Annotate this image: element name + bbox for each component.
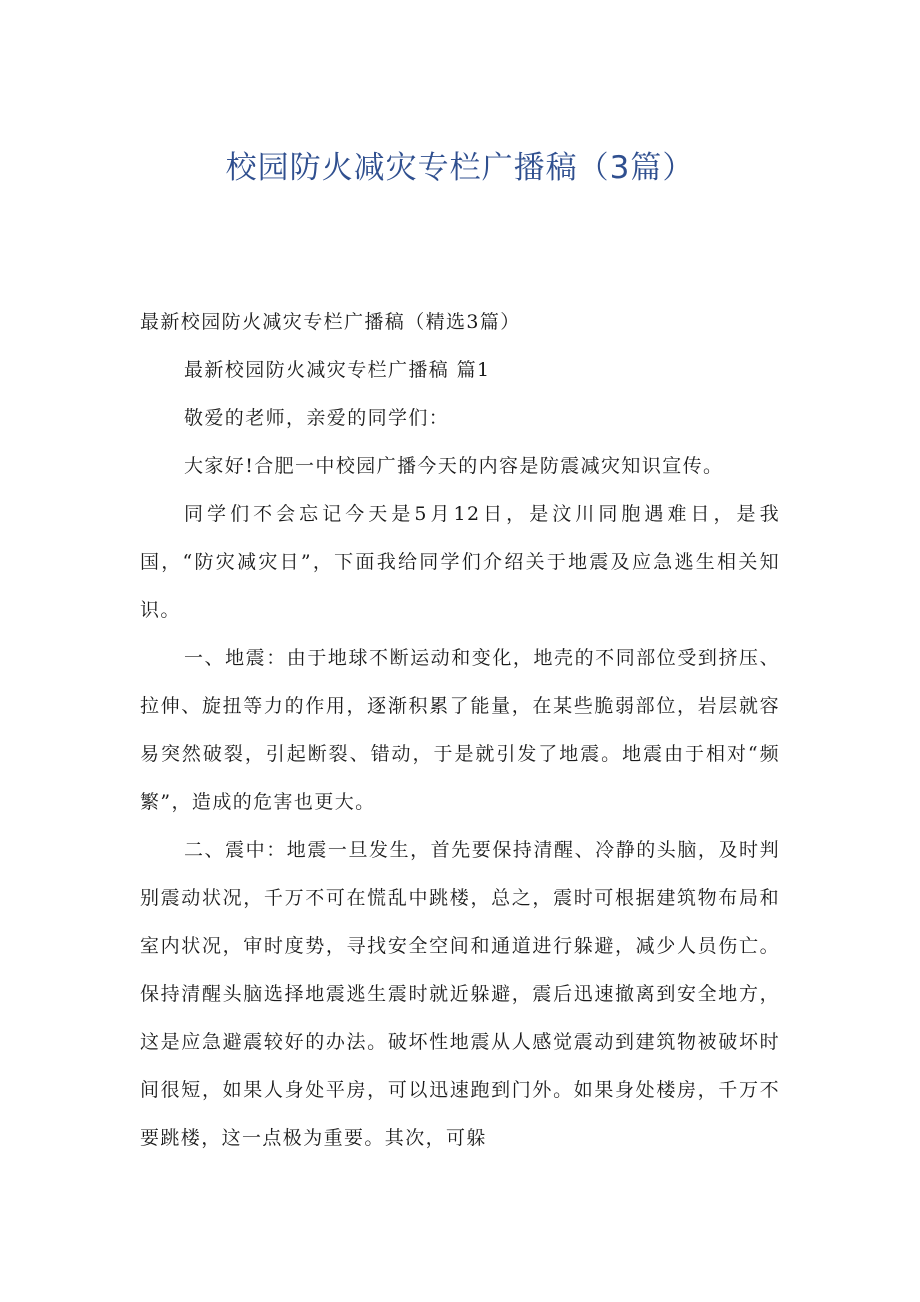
document-title: 校园防火减灾专栏广播稿（3篇）	[225, 150, 695, 186]
paragraph-section-heading: 最新校园防火减灾专栏广播稿 篇1	[184, 359, 491, 381]
paragraph-earthquake-definition: 一、地震：由于地球不断运动和变化，地壳的不同部位受到挤压、拉伸、旋扭等力的作用，逐渐积累了能量，在某些脆弱部位，岩层就容易突然破裂，引起断裂、错动，于是就引发了地震。地震由于相对“频繁”，造成的危害也更大。	[140, 647, 780, 813]
paragraph-intro: 大家好!合肥一中校园广播今天的内容是防震减灾知识宣传。	[184, 455, 724, 477]
paragraph-greeting: 敬爱的老师，亲爱的同学们：	[184, 407, 450, 429]
document-body	[140, 298, 780, 1162]
paragraph-during-quake: 二、震中：地震一旦发生，首先要保持清醒、冷静的头脑，及时判别震动状况，千万不可在慌乱中跳楼，总之，震时可根据建筑物布局和室内状况，审时度势，寻找安全空间和通道进行躲避，减少人员伤亡。保持清醒头脑选择地震逃生震时就近躲避，震后迅速撤离到安全地方，这是应急避震较好的办法。破坏性地震从人感觉震动到建筑物被破坏时间很短，如果人身处平房，可以迅速跑到门外。如果身处楼房，千万不要跳楼，这一点极为重要。其次，可躲	[140, 839, 780, 1149]
paragraph-disaster-day: 同学们不会忘记今天是5月12日，是汶川同胞遇难日，是我国，“防灾减灾日”，下面我给同学们介绍关于地震及应急逃生相关知识。	[140, 503, 780, 621]
paragraph-subtitle: 最新校园防火减灾专栏广播稿（精选3篇）	[140, 311, 521, 333]
